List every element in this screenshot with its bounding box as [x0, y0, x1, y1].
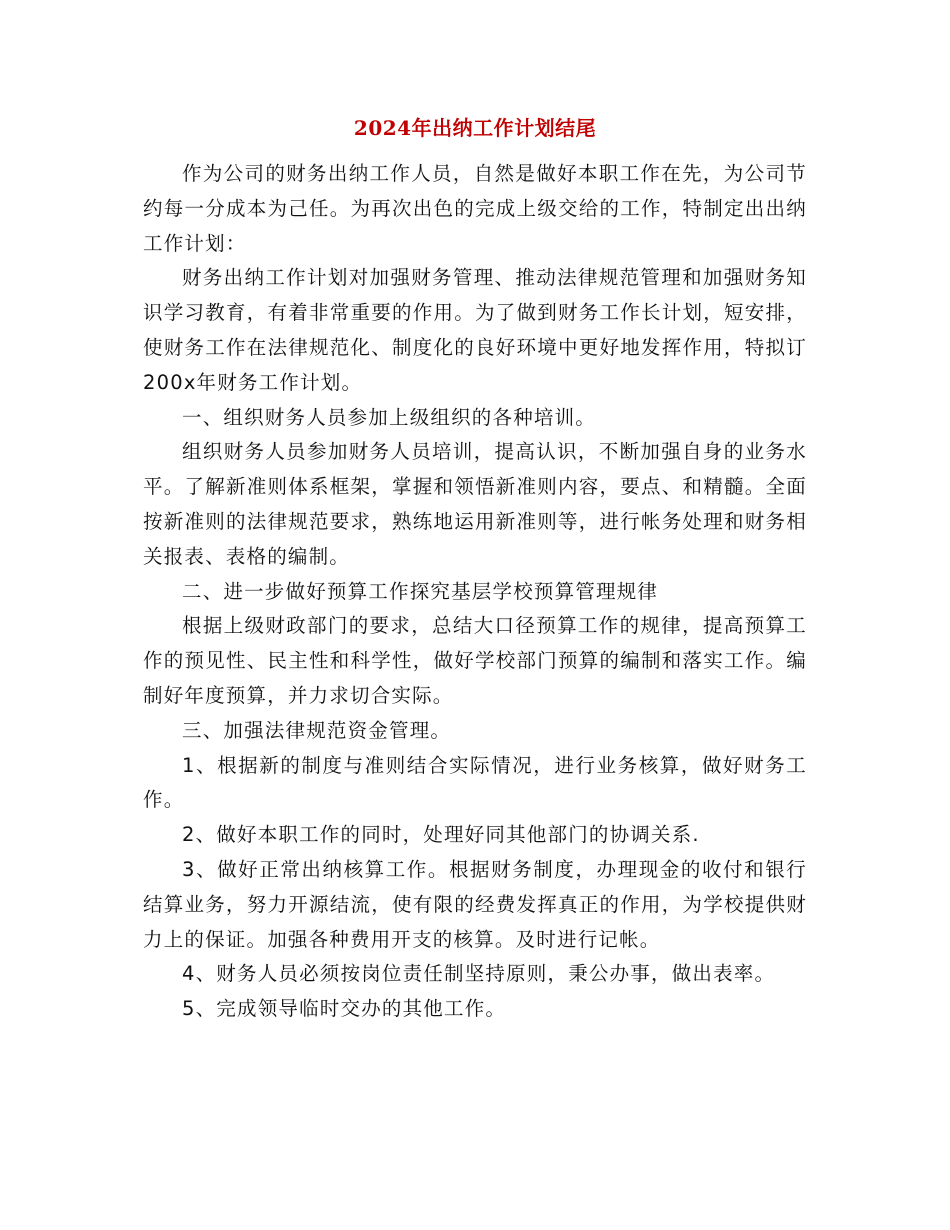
list-item-3: 3、做好正常出纳核算工作。根据财务制度，办理现金的收付和银行结算业务，努力开源结流，使有限的经费发挥真正的作用，为学校提供财力上的保证。加强各种费用开支的核算。及时进行记帐。 [143, 857, 807, 951]
list-item-4: 4、财务人员必须按岗位责任制坚持原则，秉公办事，做出表率。 [182, 962, 776, 986]
list-item-5: 5、完成领导临时交办的其他工作。 [182, 997, 507, 1021]
section-heading-3: 三、加强法律规范资金管理。 [182, 718, 452, 742]
paragraph-training: 组织财务人员参加财务人员培训，提高认识，不断加强自身的业务水平。了解新准则体系框架，掌握和领悟新准则内容，要点、和精髓。全面按新准则的法律规范要求，熟练地运用新准则等，进行帐务处理和财务相关报表、表格的编制。 [143, 440, 807, 568]
list-item-1: 1、根据新的制度与准则结合实际情况，进行业务核算，做好财务工作。 [143, 753, 807, 812]
section-heading-1: 一、组织财务人员参加上级组织的各种培训。 [182, 405, 597, 429]
paragraph-intro: 作为公司的财务出纳工作人员，自然是做好本职工作在先，为公司节约每一分成本为己任。为再次出色的完成上级交给的工作，特制定出出纳工作计划： [143, 162, 807, 255]
paragraph-purpose: 财务出纳工作计划对加强财务管理、推动法律规范管理和加强财务知识学习教育，有着非常重要的作用。为了做到财务工作长计划，短安排，使财务工作在法律规范化、制度化的良好环境中更好地发挥作用，特拟订200x年财务工作计划。 [143, 266, 807, 394]
list-item-2: 2、做好本职工作的同时，处理好同其他部门的协调关系. [182, 823, 700, 847]
paragraph-budget: 根据上级财政部门的要求，总结大口径预算工作的规律，提高预算工作的预见性、民主性和科学性，做好学校部门预算的编制和落实工作。编制好年度预算，并力求切合实际。 [143, 614, 807, 707]
section-heading-2: 二、进一步做好预算工作探究基层学校预算管理规律 [182, 579, 659, 603]
document-body [143, 157, 807, 1027]
document-title: 2024年出纳工作计划结尾 [353, 116, 597, 140]
